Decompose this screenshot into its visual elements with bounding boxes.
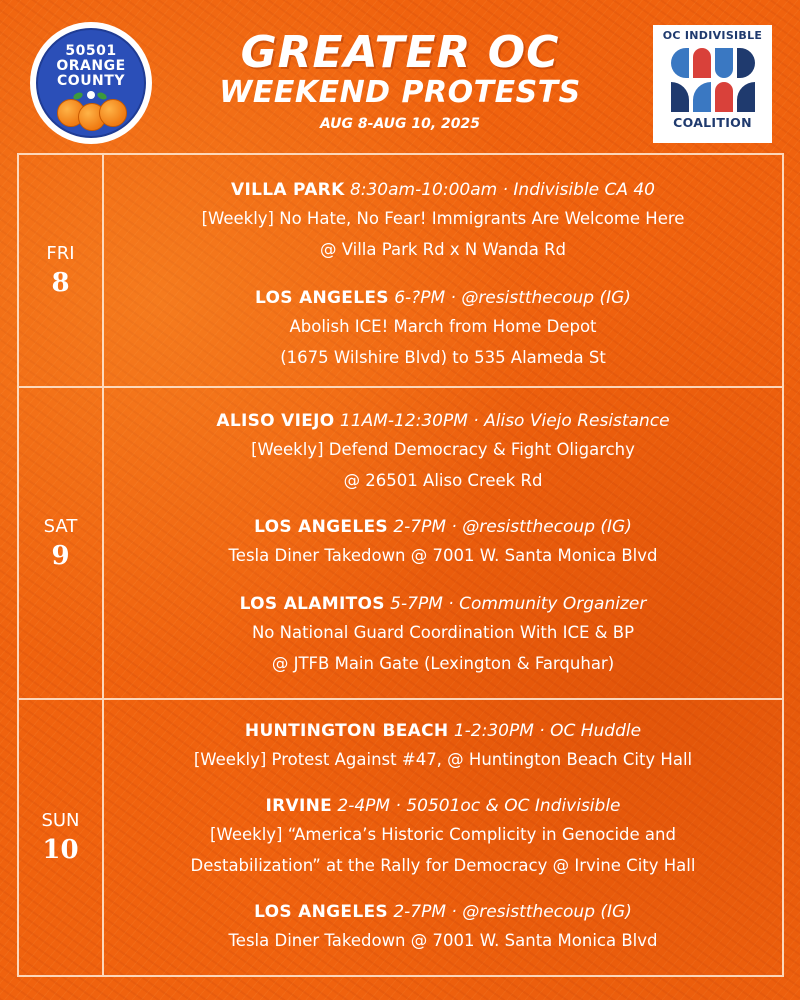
- event-item: [104, 285, 782, 373]
- event-location: @ Villa Park Rd x N Wanda Rd: [319, 240, 567, 259]
- poster-date-range: AUG 8-AUG 10, 2025: [319, 116, 481, 132]
- event-meta: 5-7PM · Community Organizer: [384, 594, 647, 614]
- day-cell: [19, 700, 104, 975]
- event-list: [104, 155, 782, 386]
- event-location: (1675 Wilshire Blvd) to 535 Alameda St: [280, 348, 606, 367]
- day-row-friday: [19, 155, 782, 388]
- event-item: [104, 177, 782, 265]
- day-row-sunday: [19, 700, 782, 975]
- event-description-continued: Destabilization” at the Rally for Democracy @ Irvine City Hall: [190, 856, 696, 875]
- poster-header: [0, 0, 800, 150]
- event-city: IRVINE: [265, 796, 333, 816]
- event-description: [Weekly] Protest Against #47, @ Huntington Beach City Hall: [193, 750, 693, 769]
- event-city: LOS ANGELES: [255, 288, 389, 308]
- day-name: FRI: [46, 243, 75, 264]
- event-list: [104, 700, 782, 975]
- event-item: [104, 899, 782, 956]
- event-meta: 1-2:30PM · OC Huddle: [448, 721, 642, 741]
- event-item: [104, 718, 782, 775]
- event-list: [104, 388, 782, 698]
- event-meta: 2-4PM · 50501oc & OC Indivisible: [332, 796, 621, 816]
- day-cell: [19, 388, 104, 698]
- event-meta: 2-7PM · @resistthecoup (IG): [387, 517, 632, 537]
- event-city: HUNTINGTON BEACH: [244, 721, 449, 741]
- day-number: 10: [42, 835, 79, 865]
- event-city: LOS ANGELES: [254, 517, 388, 537]
- logo-line-2: ORANGE: [56, 58, 126, 74]
- day-cell: [19, 155, 104, 386]
- event-description: [Weekly] “America’s Historic Complicity in Genocide and: [210, 825, 676, 844]
- event-description: No National Guard Coordination With ICE & BP: [251, 623, 635, 642]
- event-description: [Weekly] Defend Democracy & Fight Oligarchy: [251, 440, 635, 459]
- coalition-logo-top-text: OC INDIVISIBLE: [662, 29, 763, 42]
- event-city: LOS ANGELES: [254, 902, 388, 922]
- event-description: [Weekly] No Hate, No Fear! Immigrants Are Welcome Here: [201, 209, 685, 228]
- logo-line-1: 50501: [65, 43, 117, 59]
- event-location: @ 26501 Aliso Creek Rd: [343, 471, 543, 490]
- event-item: [104, 591, 782, 679]
- day-number: 9: [51, 540, 70, 571]
- event-meta: 8:30am-10:00am · Indivisible CA 40: [344, 180, 655, 200]
- event-meta: 11AM-12:30PM · Aliso Viejo Resistance: [334, 411, 670, 431]
- day-row-saturday: [19, 388, 782, 700]
- day-name: SUN: [41, 810, 80, 831]
- day-number: 8: [51, 268, 70, 298]
- event-city: VILLA PARK: [231, 180, 345, 200]
- event-description: Tesla Diner Takedown @ 7001 W. Santa Monica Blvd: [228, 931, 658, 950]
- event-description: Tesla Diner Takedown @ 7001 W. Santa Monica Blvd: [228, 546, 658, 565]
- oranges-icon: [51, 91, 131, 131]
- 50501-orange-county-logo: [30, 22, 152, 144]
- event-item: [104, 793, 782, 881]
- event-meta: 2-7PM · @resistthecoup (IG): [387, 902, 632, 922]
- day-name: SAT: [43, 515, 78, 537]
- event-city: ALISO VIEJO: [216, 411, 335, 431]
- event-meta: 6-?PM · @resistthecoup (IG): [388, 288, 631, 308]
- event-item: [104, 514, 782, 571]
- event-item: [104, 408, 782, 496]
- oc-indivisible-coalition-logo: [653, 25, 772, 143]
- coalition-logo-shapes-icon: [653, 48, 772, 112]
- poster-title: GREATER OC: [240, 27, 560, 78]
- coalition-logo-bottom-text: COALITION: [673, 115, 752, 130]
- poster-subtitle: WEEKEND PROTESTS: [219, 75, 581, 110]
- event-city: LOS ALAMITOS: [239, 594, 385, 614]
- event-description: Abolish ICE! March from Home Depot: [289, 317, 597, 336]
- event-location: @ JTFB Main Gate (Lexington & Farquhar): [271, 654, 615, 673]
- schedule-table: [17, 153, 784, 977]
- logo-line-3: COUNTY: [57, 73, 125, 89]
- poster-title-block: [180, 27, 620, 132]
